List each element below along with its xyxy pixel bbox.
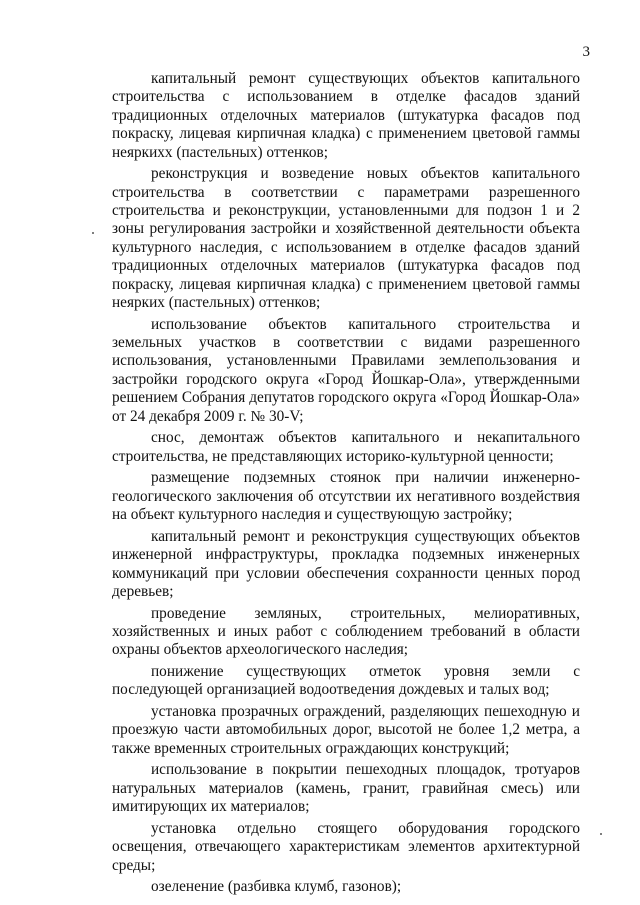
scan-speck [92, 232, 94, 234]
paragraph-reconstruction: реконструкция и возведение новых объектов капитального строительства в соответствии с параметрами разрешенного строительства и реконструкции, установленными для подзон 1 и 2 зоны регулирования застройки и хозяйственной деятельности объекта культурного наследия, с использованием в отделке фасадов зданий традиционных отделочных материалов (штукатурка фасадов под покраску, лицевая кирпичная кладка) с применением цветовой гаммы неярких (пастельных) оттенков; [112, 165, 580, 312]
paragraph-land-use: использование объектов капитального строительства и земельных участков в соответствии с видами разрешенного использования, установленными Правилами землепользования и застройки городского округа «Город Йошкар-Ола», утвержденными решением Собрания депутатов городского округа «Город Йошкар-Ола» от 24 декабря 2009 г. № 30-V; [112, 315, 580, 425]
paragraph-fences: установка прозрачных ограждений, разделяющих пешеходную и проезжую части автомобильных дорог, высотой не более 1,2 метра, а также временных строительных ограждающих конструкций; [112, 702, 580, 757]
paragraph-lighting: установка отдельно стоящего оборудования городского освещения, отвечающего характеристикам элементов архитектурной среды; [112, 819, 580, 874]
document-body [112, 70, 580, 900]
paragraph-paving: использование в покрытии пешеходных площадок, тротуаров натуральных материалов (камень, гранит, гравийная смесь) или имитирующих их материалов; [112, 761, 580, 816]
paragraph-underground-parking: размещение подземных стоянок при наличии инженерно-геологического заключения об отсутствии их негативного воздействия на объект культурного наследия и существующую застройку; [112, 469, 580, 524]
paragraph-demolition: снос, демонтаж объектов капитального и некапитального строительства, не представляющих историко-культурной ценности; [112, 429, 580, 465]
paragraph-landscaping: озеленение (разбивка клумб, газонов); [151, 878, 402, 896]
paragraph-earthworks: проведение земляных, строительных, мелиоративных, хозяйственных и иных работ с соблюдением требований в области охраны объектов археологического наследия; [112, 604, 580, 659]
scan-speck [600, 833, 602, 835]
paragraph-ground-level: понижение существующих отметок уровня земли с последующей организацией водоотведения дождевых и талых вод; [112, 662, 580, 699]
paragraph-capital-repair: капитальный ремонт существующих объектов капитального строительства с использованием в отделке фасадов зданий традиционных отделочных материалов (штукатурка фасадов под покраску, лицевая кирпичная кладка) с применением цветовой гаммы неяркихх (пастельных) оттенков; [112, 70, 580, 161]
paragraph-engineering-infrastructure: капитальный ремонт и реконструкция существующих объектов инженерной инфраструктуры, прокладка подземных инженерных коммуникаций при условии обеспечения сохранности ценных пород деревьев; [112, 527, 580, 600]
page-number: 3 [582, 44, 590, 60]
